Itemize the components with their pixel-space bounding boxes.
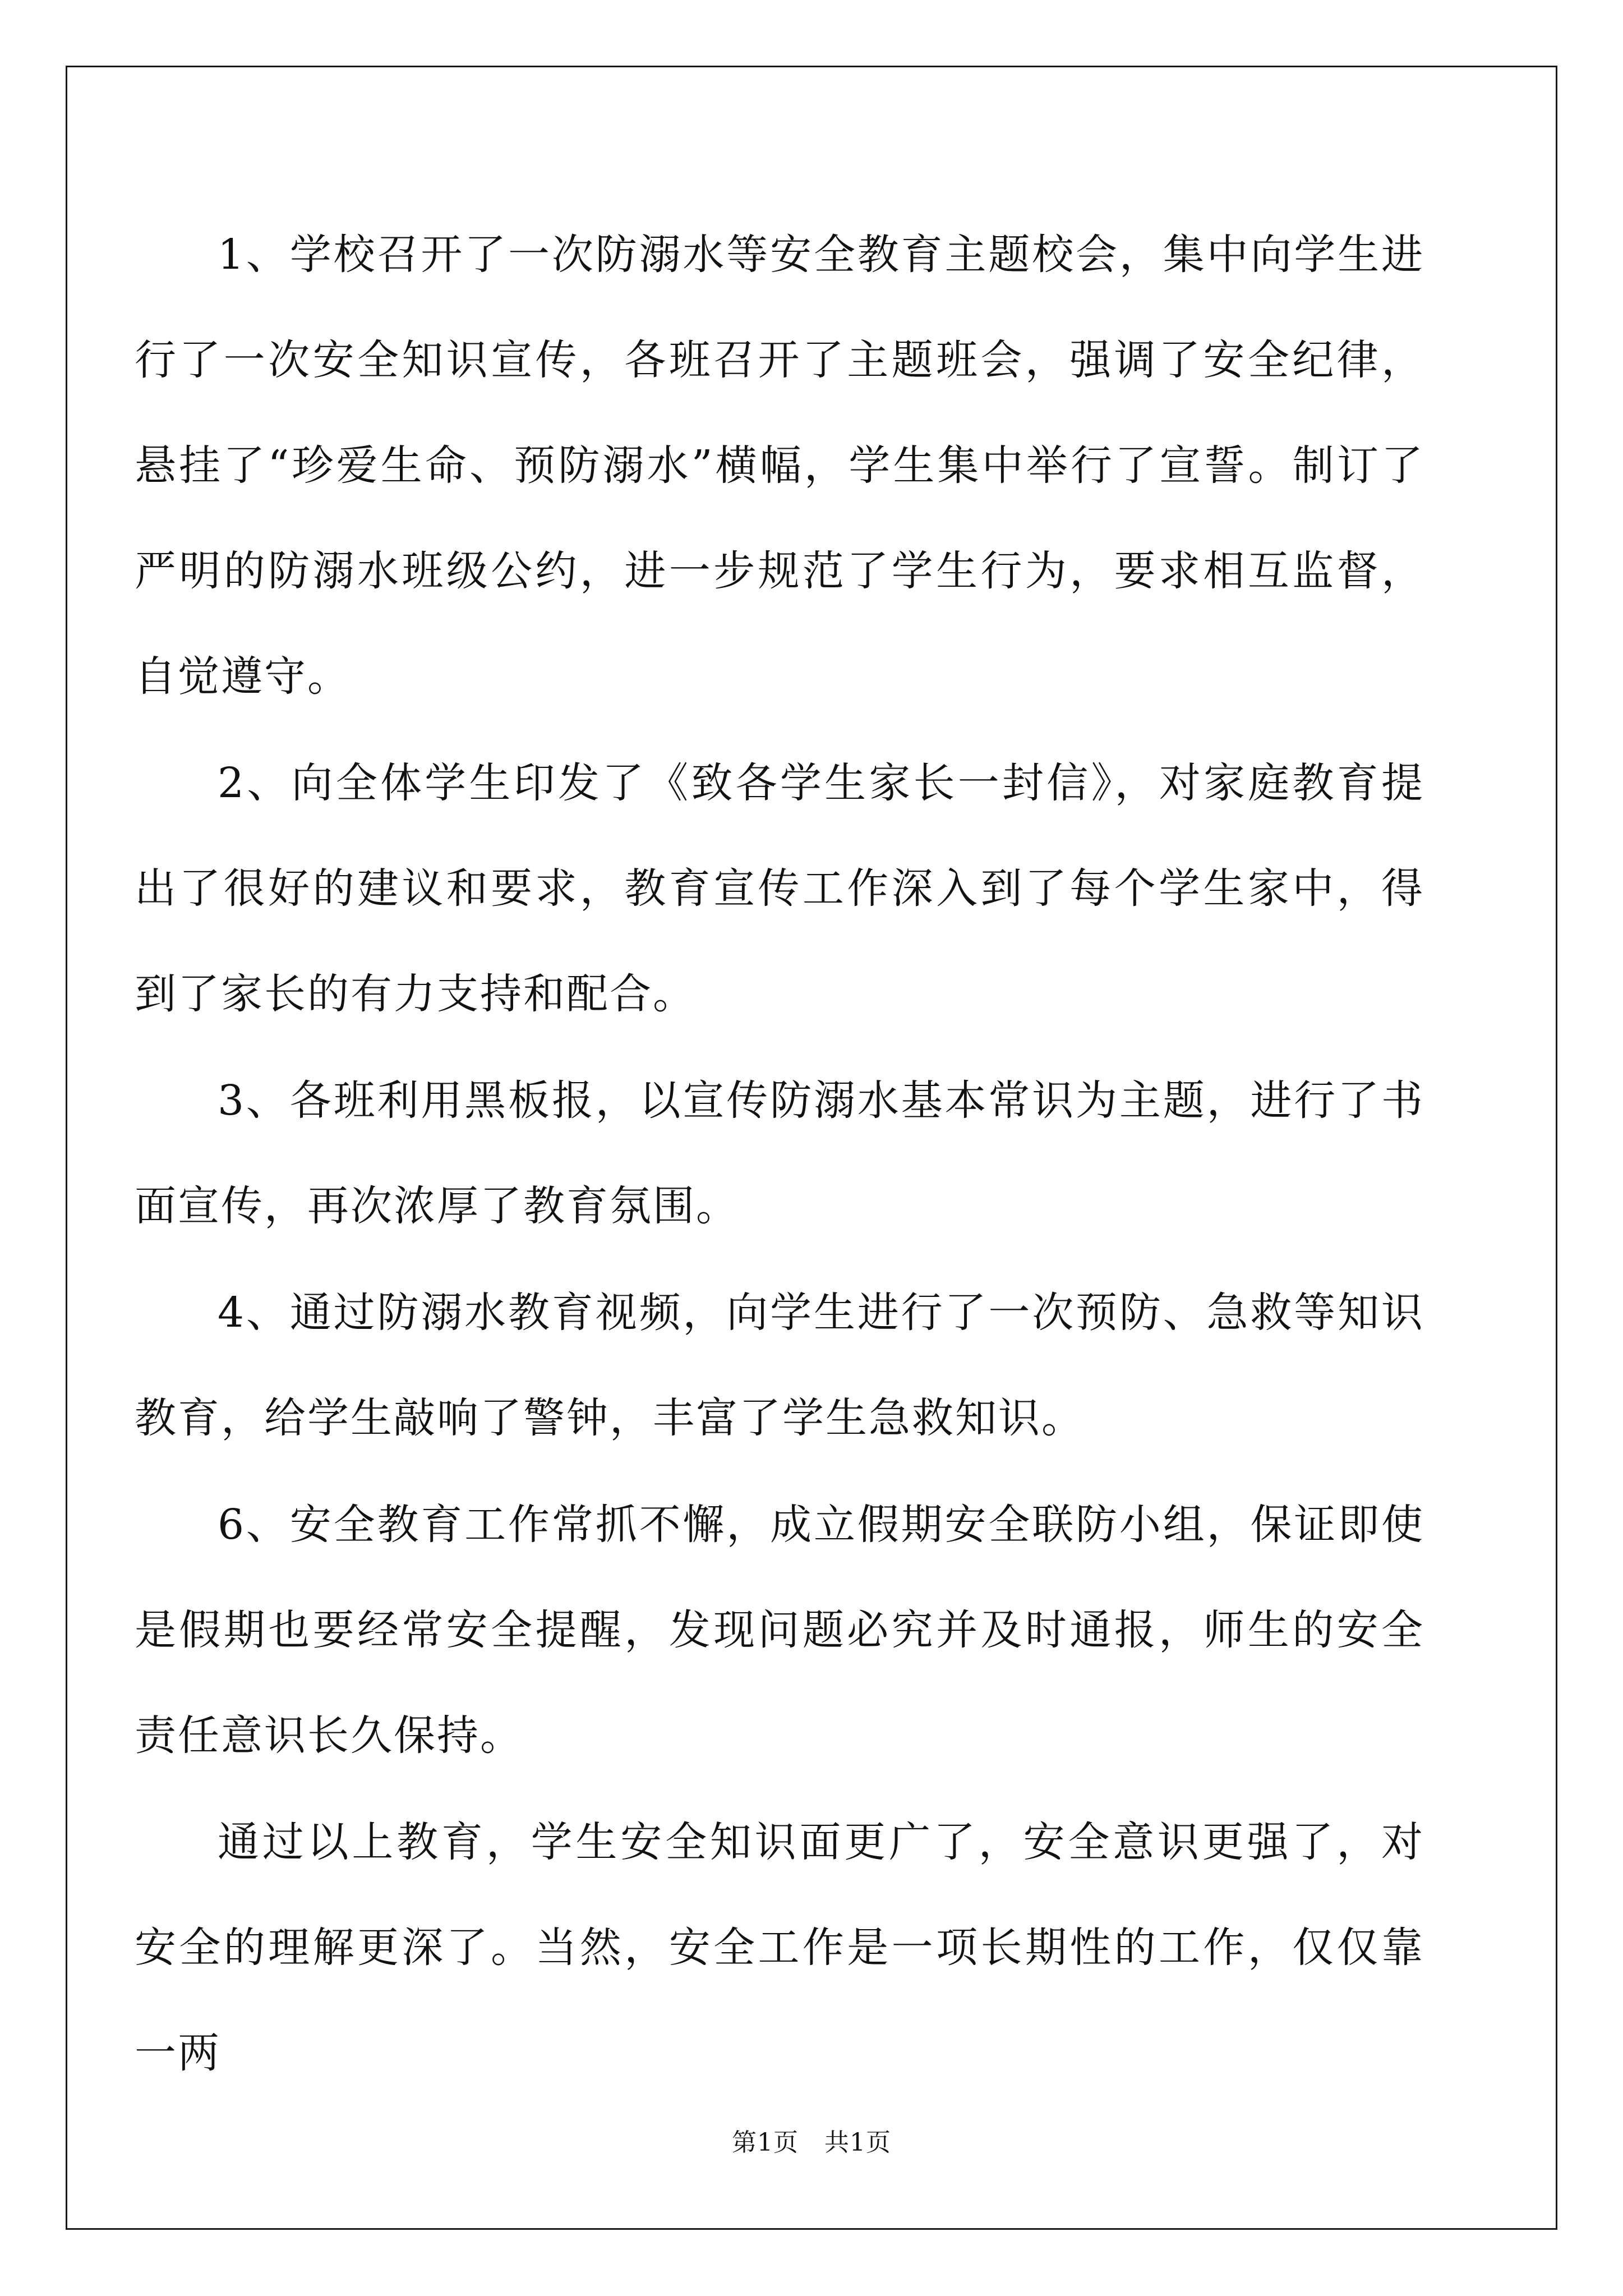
page-number: 第1页 bbox=[732, 2128, 799, 2157]
paragraph-2: 2、向全体学生印发了《致各学生家长一封信》，对家庭教育提出了很好的建议和要求，教育宣传工作深入到了每个学生家中，得到了家长的有力支持和配合。 bbox=[135, 759, 1424, 1018]
paragraph-6: 通过以上教育，学生安全知识面更广了，安全意识更强了，对安全的理解更深了。当然，安全工作是一项长期性的工作，仅仅靠一两 bbox=[135, 1818, 1424, 2077]
paragraph-3: 3、各班利用黑板报，以宣传防溺水基本常识为主题，进行了书面宣传，再次浓厚了教育氛围。 bbox=[135, 1076, 1424, 1230]
page-footer bbox=[0, 2126, 1623, 2160]
paragraph-1: 1、学校召开了一次防溺水等安全教育主题校会，集中向学生进行了一次安全知识宣传，各班召开了主题班会，强调了安全纪律，悬挂了“珍爱生命、预防溺水”横幅，学生集中举行了宣誓。制订了严明的防溺水班级公约，进一步规范了学生行为，要求相互监督，自觉遵守。 bbox=[135, 231, 1424, 701]
page-total: 共1页 bbox=[824, 2128, 891, 2157]
paragraph-4: 4、通过防溺水教育视频，向学生进行了一次预防、急救等知识教育，给学生敲响了警钟，丰富了学生急救知识。 bbox=[135, 1289, 1424, 1442]
paragraph-5: 6、安全教育工作常抓不懈，成立假期安全联防小组，保证即使是假期也要经常安全提醒，发现问题必究并及时通报，师生的安全责任意识长久保持。 bbox=[135, 1501, 1424, 1760]
document-body bbox=[135, 202, 1424, 2107]
